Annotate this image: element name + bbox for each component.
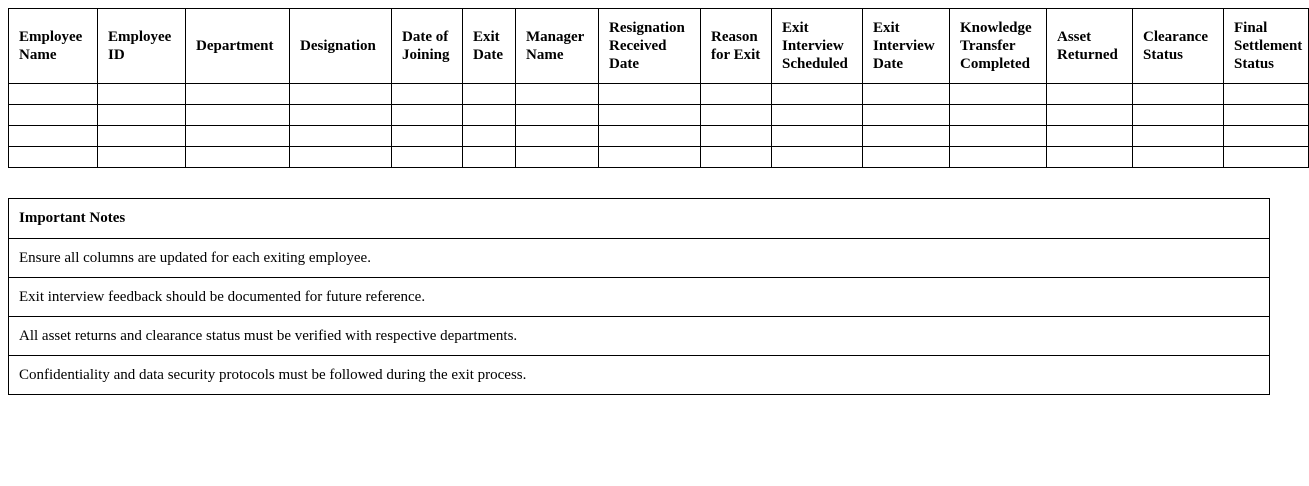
table-cell[interactable] (186, 126, 290, 147)
table-cell[interactable] (9, 105, 98, 126)
table-cell[interactable] (863, 105, 950, 126)
table-row (9, 105, 1309, 126)
table-cell[interactable] (1133, 84, 1224, 105)
header-exit-date: Exit Date (463, 9, 516, 84)
table-cell[interactable] (863, 84, 950, 105)
table-cell[interactable] (290, 126, 392, 147)
table-cell[interactable] (516, 126, 599, 147)
table-header-row (9, 9, 1309, 84)
note-item: Confidentiality and data security protocols must be followed during the exit process. (9, 355, 1269, 394)
table-cell[interactable] (463, 105, 516, 126)
table-cell[interactable] (863, 126, 950, 147)
table-cell[interactable] (9, 84, 98, 105)
header-asset-returned: Asset Returned (1047, 9, 1133, 84)
table-cell[interactable] (98, 126, 186, 147)
table-cell[interactable] (772, 105, 863, 126)
table-cell[interactable] (950, 126, 1047, 147)
notes-title: Important Notes (19, 210, 126, 226)
header-manager-name: Manager Name (516, 9, 599, 84)
table-cell[interactable] (1133, 126, 1224, 147)
table-row (9, 147, 1309, 168)
exit-table (8, 8, 1309, 168)
table-cell[interactable] (1224, 105, 1309, 126)
table-cell[interactable] (290, 84, 392, 105)
header-department: Department (186, 9, 290, 84)
table-cell[interactable] (1047, 105, 1133, 126)
table-cell[interactable] (98, 84, 186, 105)
table-cell[interactable] (516, 147, 599, 168)
table-cell[interactable] (950, 84, 1047, 105)
table-cell[interactable] (950, 105, 1047, 126)
note-item: Ensure all columns are updated for each exiting employee. (9, 238, 1269, 277)
table-cell[interactable] (98, 105, 186, 126)
table-cell[interactable] (392, 147, 463, 168)
header-employee-name: Employee Name (9, 9, 98, 84)
table-row (9, 126, 1309, 147)
table-row (9, 84, 1309, 105)
note-item: All asset returns and clearance status must be verified with respective departments. (9, 316, 1269, 355)
table-cell[interactable] (9, 147, 98, 168)
table-cell[interactable] (516, 105, 599, 126)
header-reason-for-exit: Reason for Exit (701, 9, 772, 84)
table-cell[interactable] (392, 105, 463, 126)
header-clearance-status: Clearance Status (1133, 9, 1224, 84)
table-cell[interactable] (599, 147, 701, 168)
table-cell[interactable] (1047, 147, 1133, 168)
table-cell[interactable] (701, 126, 772, 147)
header-exit-interview-date: Exit Interview Date (863, 9, 950, 84)
note-item: Exit interview feedback should be documented for future reference. (9, 277, 1269, 316)
table-cell[interactable] (701, 105, 772, 126)
header-exit-interview-scheduled: Exit Interview Scheduled (772, 9, 863, 84)
table-cell[interactable] (863, 147, 950, 168)
table-cell[interactable] (392, 84, 463, 105)
table-cell[interactable] (1133, 147, 1224, 168)
header-resignation-received-date: Resignation Received Date (599, 9, 701, 84)
table-body (9, 84, 1309, 168)
table-cell[interactable] (772, 84, 863, 105)
table-cell[interactable] (701, 147, 772, 168)
table-cell[interactable] (186, 105, 290, 126)
table-cell[interactable] (772, 147, 863, 168)
table-cell[interactable] (599, 105, 701, 126)
table-cell[interactable] (1224, 147, 1309, 168)
table-cell[interactable] (463, 147, 516, 168)
table-cell[interactable] (1047, 84, 1133, 105)
table-cell[interactable] (1047, 126, 1133, 147)
table-cell[interactable] (463, 84, 516, 105)
table-cell[interactable] (599, 126, 701, 147)
table-cell[interactable] (1224, 126, 1309, 147)
table-cell[interactable] (186, 147, 290, 168)
table-cell[interactable] (392, 126, 463, 147)
table-cell[interactable] (290, 147, 392, 168)
exit-table-container (8, 8, 1303, 168)
table-cell[interactable] (772, 126, 863, 147)
header-date-of-joining: Date of Joining (392, 9, 463, 84)
table-cell[interactable] (98, 147, 186, 168)
table-cell[interactable] (516, 84, 599, 105)
table-cell[interactable] (950, 147, 1047, 168)
table-cell[interactable] (701, 84, 772, 105)
table-cell[interactable] (463, 126, 516, 147)
table-cell[interactable] (1133, 105, 1224, 126)
header-final-settlement-status: Final Settlement Status (1224, 9, 1309, 84)
header-employee-id: Employee ID (98, 9, 186, 84)
table-cell[interactable] (9, 126, 98, 147)
header-designation: Designation (290, 9, 392, 84)
table-cell[interactable] (186, 84, 290, 105)
table-cell[interactable] (290, 105, 392, 126)
important-notes-box (8, 198, 1270, 395)
header-knowledge-transfer-completed: Knowledge Transfer Completed (950, 9, 1047, 84)
table-cell[interactable] (599, 84, 701, 105)
table-cell[interactable] (1224, 84, 1309, 105)
